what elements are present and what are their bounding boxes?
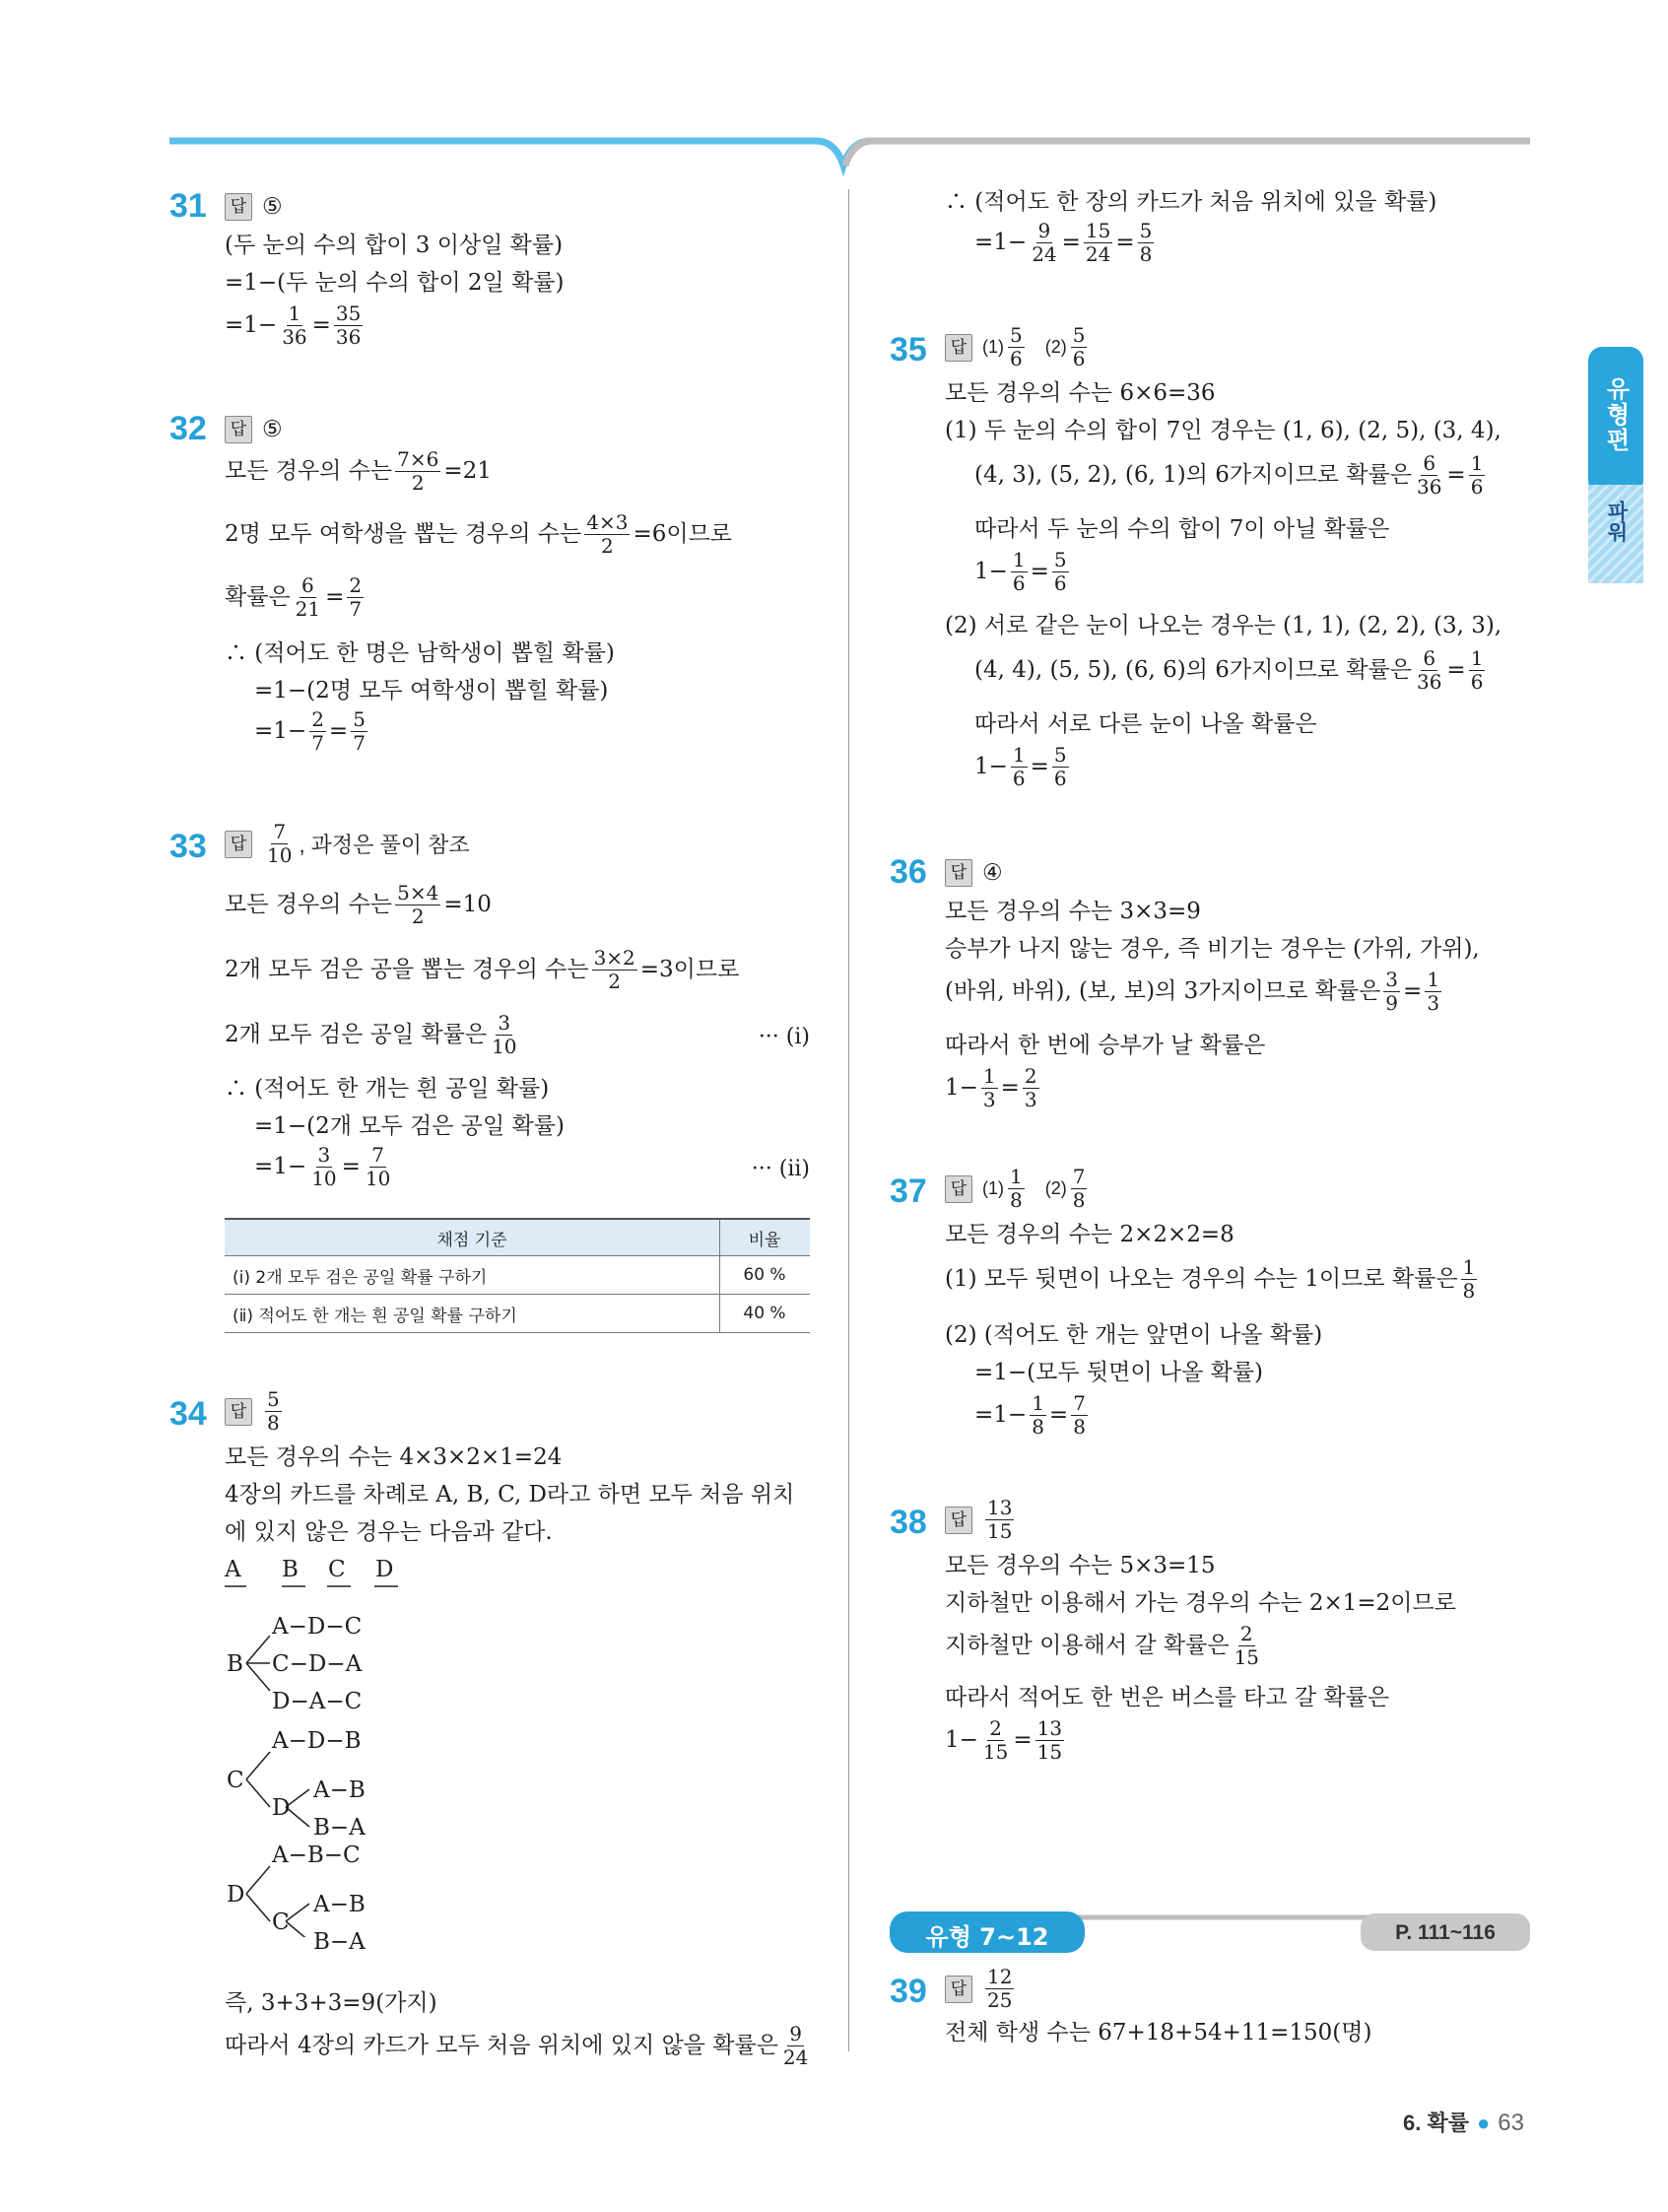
tree-node: A−B [313,1777,366,1803]
tree-node: A−B [313,1892,366,1917]
tree-node: A−B−C [272,1843,361,1868]
step-mark: ··· (ⅰ) [758,1025,810,1049]
answer-label-icon: 답 [945,859,972,887]
problem-number: 31 [169,187,207,225]
answer-header: 답 (1) $\frac{1}{8}$ (2) $\frac{7}{8}$ [945,1167,1090,1211]
solution-line: 모든 경우의 수는 4×3×2×1=24 [225,1444,563,1470]
answer-label-icon: 답 [945,1175,972,1203]
solution-line: (2) 서로 같은 눈이 나오는 경우는 (1, 1), (2, 2), (3, 3), [945,613,1502,638]
solution-line: =1− $\frac{3}{10}$ = $\frac{7}{10}$ [254,1143,391,1190]
solution-line: =1−(두 눈의 수의 합이 2일 확률) [225,270,565,296]
answer-header [225,416,283,443]
solution-line: 1− $\frac{1}{6}$ = $\frac{5}{6}$ [974,743,1067,790]
column-divider [848,189,849,2051]
table-row: (ⅰ) 2개 모두 검은 공일 확률 구하기 60 % [225,1256,810,1295]
answer-label-icon: 답 [945,1507,972,1534]
solution-line: 1− $\frac{2}{15}$ = $\frac{13}{15}$ [945,1716,1063,1764]
tree-node: B−A [313,1815,366,1841]
answer-label-icon: 답 [225,193,252,221]
answer-note: , 과정은 풀이 참조 [299,833,470,857]
solution-line: 1− $\frac{1}{3}$ = $\frac{2}{3}$ [945,1064,1037,1111]
answer-label-icon: 답 [225,831,252,858]
solution-line: 따라서 한 번에 승부가 날 확률은 [945,1033,1266,1058]
solution-line: =1− $\frac{1}{8}$ = $\frac{7}{8}$ [974,1391,1086,1439]
step-mark: ··· (ⅱ) [751,1157,810,1181]
answer-header: 답 $\frac{5}{8}$ [225,1389,285,1434]
solution-line: 따라서 4장의 카드가 모두 처음 위치에 있지 않을 확률은 $\frac{9}{24}$ [225,2022,809,2069]
solution-line: 전체 학생 수는 67+18+54+11=150(명) [945,2020,1372,2045]
problem-number: 37 [890,1173,927,1210]
solution-line: (4, 3), (5, 2), (6, 1)의 6가지이므로 확률은 $\frac{6}{36}$ = $\frac{1}{6}$ [974,451,1484,499]
answer-value: ⑤ [262,417,283,442]
answer-value: ④ [982,860,1003,886]
tree-node: C−D−A [272,1651,363,1677]
solution-line: 승부가 나지 않는 경우, 즉 비기는 경우는 (가위, 가위), [945,936,1480,962]
solution-line: =1−(모두 뒷면이 나올 확률) [974,1360,1264,1385]
solution-line: =1− $\frac{9}{24}$ = $\frac{15}{24}$ = $\frac{5}{8}$ [974,219,1153,266]
solution-line: 2개 모두 검은 공을 뽑는 경우의 수는 $\frac{3\times 2}{2}$ =3이므로 [225,946,740,993]
solution-line: 따라서 서로 다른 눈이 나올 확률은 [974,711,1317,737]
answer-header: 답 (1) $\frac{5}{6}$ (2) $\frac{5}{6}$ [945,325,1090,369]
solution-line: 지하철만 이용해서 갈 확률은 $\frac{2}{15}$ [945,1622,1260,1669]
tree-node: B [227,1651,243,1677]
tree-node: A−D−B [272,1728,362,1754]
solution-line: =1−(2개 모두 검은 공일 확률) [254,1113,565,1139]
solution-line: ∴ (적어도 한 장의 카드가 처음 위치에 있을 확률) [945,189,1437,215]
solution-line: 4장의 카드를 차례로 A, B, C, D라고 하면 모두 처음 위치 [225,1482,795,1508]
solution-line: 확률은 $\frac{6}{21}$ = $\frac{2}{7}$ [225,573,363,621]
solution-line: 모든 경우의 수는 6×6=36 [945,380,1216,406]
solution-line: ∴ (적어도 한 개는 흰 공일 확률) [225,1076,550,1102]
tree-header-a: A [225,1557,241,1582]
problem-number: 39 [890,1973,927,2010]
tree-node: B−A [313,1929,366,1955]
tree-header-d: D [375,1557,394,1582]
tree-header-c: C [328,1557,346,1582]
section-banner-pages: P. 111~116 [1395,1921,1496,1944]
solution-line: (1) 모두 뒷면이 나오는 경우의 수는 1이므로 확률은 $\frac{1}{8}$ [945,1255,1476,1303]
answer-label-icon: 답 [225,416,252,443]
solution-line: =1− $\frac{1}{36}$ = $\frac{35}{36}$ [225,302,362,349]
solution-line: 모든 경우의 수는 2×2×2=8 [945,1222,1234,1247]
solution-line: (바위, 바위), (보, 보)의 3가지이므로 확률은 $\frac{3}{9}$ = $\frac{1}{3}$ [945,968,1440,1015]
table-row: (ⅱ) 적어도 한 개는 흰 공일 확률 구하기 40 % [225,1295,810,1333]
solution-line: 모든 경우의 수는 3×3=9 [945,899,1201,924]
solution-line: (두 눈의 수의 합이 3 이상일 확률) [225,233,564,258]
tree-node: C [227,1768,244,1793]
tree-node: D−A−C [272,1689,363,1714]
solution-line: 따라서 적어도 한 번은 버스를 타고 갈 확률은 [945,1685,1390,1710]
solution-line: ∴ (적어도 한 명은 남학생이 뽑힐 확률) [225,640,615,666]
solution-line: 지하철만 이용해서 가는 경우의 수는 2×1=2이므로 [945,1590,1456,1616]
tree-node: C [272,1910,290,1935]
section-banner-title: 유형 7~12 [925,1923,1049,1951]
problem-number: 33 [169,828,207,865]
solution-line: 즉, 3+3+3=9(가지) [225,1990,437,2016]
problem-number: 32 [169,410,207,447]
answer-label-icon: 답 [945,334,972,362]
page-footer [1403,2107,1524,2137]
problem-number: 36 [890,853,927,891]
scoring-table [225,1218,810,1333]
top-decoration-bar [0,0,1668,177]
answer-header [945,859,1003,887]
tree-header-b: B [282,1557,299,1582]
tree-node: D [227,1882,245,1908]
solution-line: 모든 경우의 수는 $\frac{5\times 4}{2}$ =10 [225,881,492,928]
side-tab-sub-label: 파워 [1605,501,1629,542]
problem-number: 38 [890,1504,927,1541]
side-tab-main-label: 유형편 [1602,376,1630,453]
solution-line: (4, 4), (5, 5), (6, 6)의 6가지이므로 확률은 $\frac{6}{36}$ = $\frac{1}{6}$ [974,646,1484,694]
tree-node: D [272,1795,291,1821]
chapter-title: 6. 확률 [1403,2111,1469,2135]
answer-label-icon: 답 [225,1398,252,1426]
answer-header [225,193,283,221]
solution-line: (2) (적어도 한 개는 앞면이 나올 확률) [945,1322,1323,1348]
solution-line: 모든 경우의 수는 5×3=15 [945,1553,1216,1578]
problem-number: 34 [169,1395,207,1433]
solution-line: 2명 모두 여학생을 뽑는 경우의 수는 $\frac{4\times 3}{2}$ =6이므로 [225,510,733,558]
solution-line: =1−(2명 모두 여학생이 뽑힐 확률) [254,678,609,704]
solution-line: =1− $\frac{2}{7}$ = $\frac{5}{7}$ [254,707,366,755]
scoring-header-ratio: 비율 [720,1219,811,1256]
problem-number: 35 [890,331,927,369]
answer-header: 답 $\frac{12}{25}$ [945,1967,1017,2011]
page-number: 63 [1498,2110,1524,2136]
answer-header: 답 $\frac{7}{10}$ , 과정은 풀이 참조 [225,822,470,866]
solution-line: 1− $\frac{1}{6}$ = $\frac{5}{6}$ [974,548,1067,595]
solution-line: 2개 모두 검은 공일 확률은 $\frac{3}{10}$ [225,1011,517,1058]
bullet-icon: ● [1477,2111,1491,2135]
scoring-header-criteria: 채점 기준 [225,1219,720,1256]
solution-line: (1) 두 눈의 수의 합이 7인 경우는 (1, 6), (2, 5), (3, 4), [945,418,1501,443]
answer-label-icon: 답 [945,1976,972,2003]
solution-line: 에 있지 않은 경우는 다음과 같다. [225,1519,553,1545]
solution-line: 모든 경우의 수는 $\frac{7\times 6}{2}$ =21 [225,447,492,495]
answer-value: ⑤ [262,194,283,220]
tree-node: A−D−C [272,1614,363,1640]
answer-header: 답 $\frac{13}{15}$ [945,1498,1017,1542]
tree-diagram [225,1553,441,1955]
solution-line: 따라서 두 눈의 수의 합이 7이 아닐 확률은 [974,516,1390,542]
